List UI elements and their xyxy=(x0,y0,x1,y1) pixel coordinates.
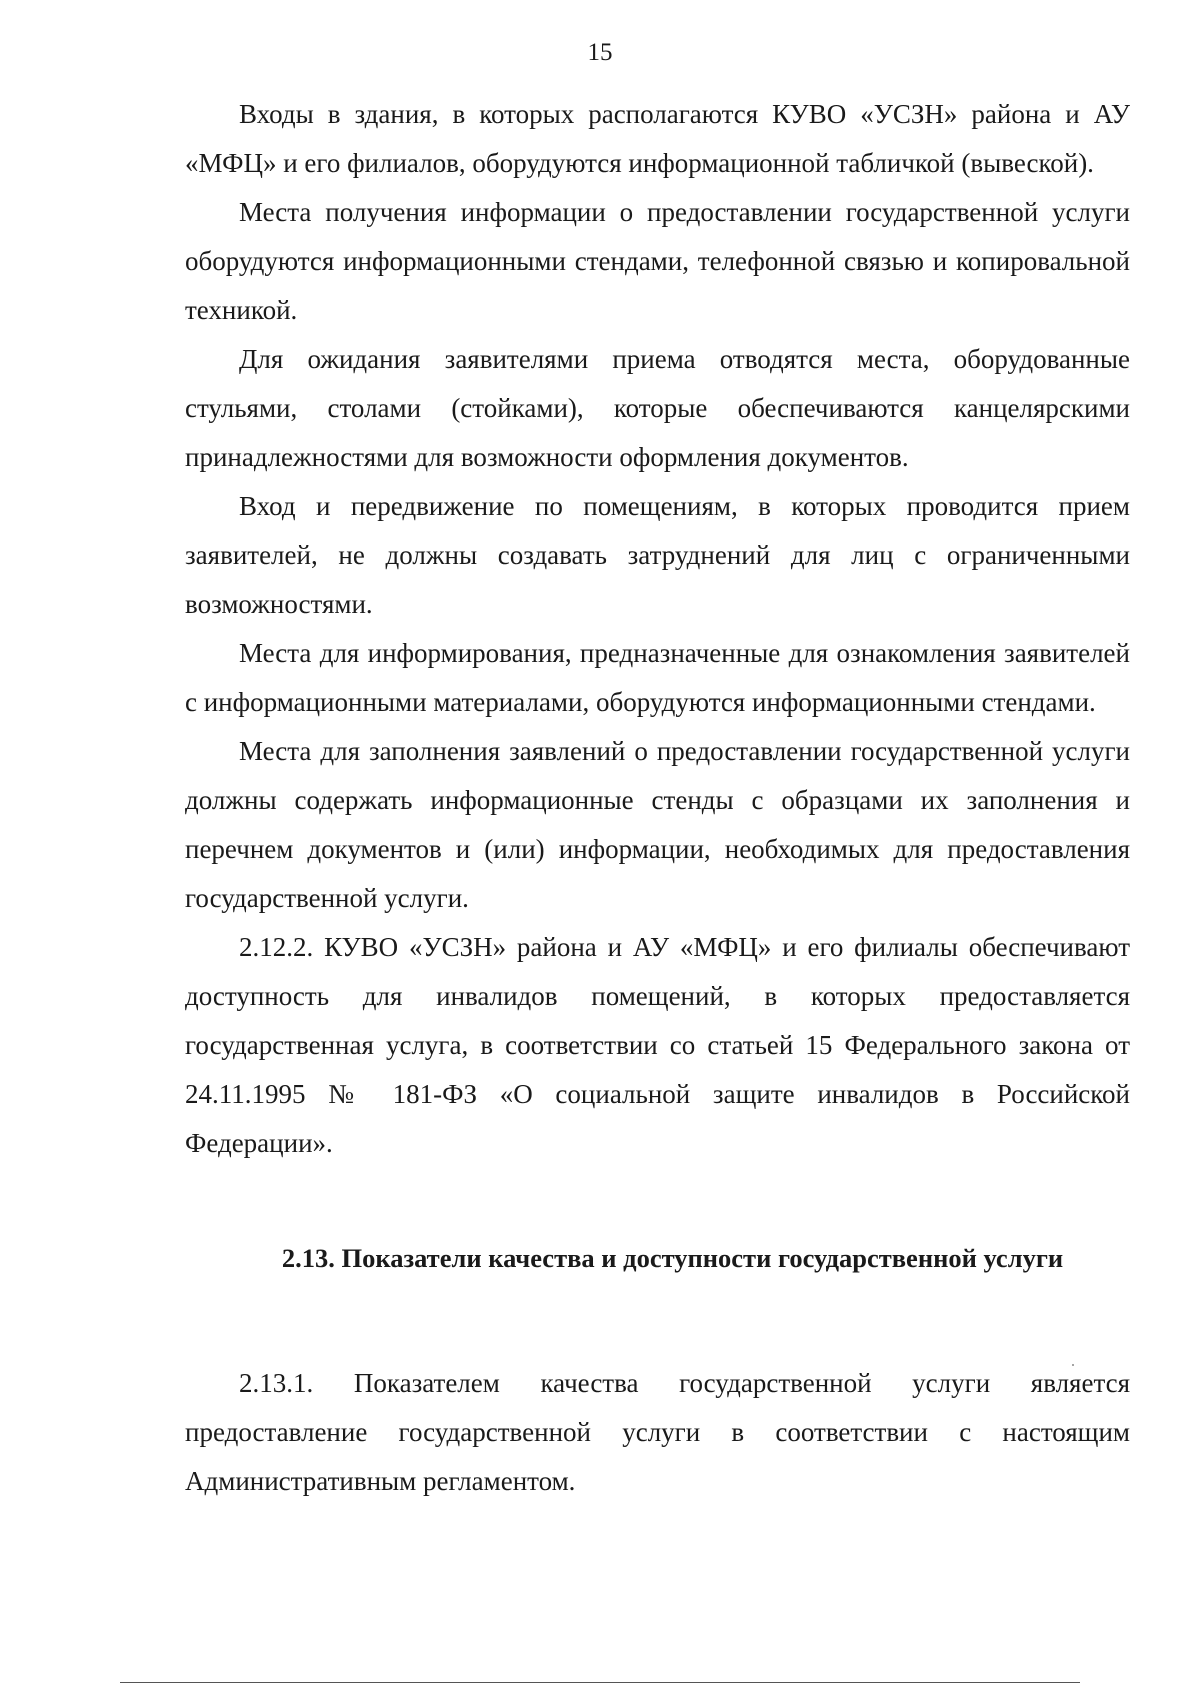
page-body xyxy=(185,90,1130,1506)
paragraph-information-places: Места получения информации о предоставлении государственной услуги оборудуются информационными стендами, телефонной связью и копировальной техникой. xyxy=(185,197,1130,325)
paragraph-informing-places: Места для информирования, предназначенные для ознакомления заявителей с информационными материалами, оборудуются информационными стендами. xyxy=(185,638,1130,717)
section-heading-2-13: 2.13. Показатели качества и доступности государственной услуги xyxy=(281,1243,1064,1273)
page-number: 15 xyxy=(587,39,613,66)
paragraph-waiting-places: Для ожидания заявителями приема отводятся места, оборудованные стульями, столами (стойками), которые обеспечиваются канцелярскими принадлежностями для возможности оформления документов. xyxy=(185,344,1130,472)
paragraph-application-places: Места для заполнения заявлений о предоставлении государственной услуги должны содержать информационные стенды с образцами их заполнения и перечнем документов и (или) информации, необходимых для предоставления государственной услуги. xyxy=(185,736,1130,913)
bottom-scan-edge-line xyxy=(120,1682,1080,1683)
paragraph-2-13-1: 2.13.1. Показателем качества государственной услуги является предоставление государственной услуги в соответствии с настоящим Административным регламентом. xyxy=(185,1368,1130,1496)
paragraph-2-12-2: 2.12.2. КУВО «УСЗН» района и АУ «МФЦ» и его филиалы обеспечивают доступность для инвалидов помещений, в которых предоставляется государственная услуга, в соответствии со статьей 15 Федерального закона от 24.11.1995 № 181-ФЗ «О социальной защите инвалидов в Российской Федерации». xyxy=(185,932,1130,1158)
scan-speck xyxy=(1072,1364,1074,1366)
paragraph-entrance-movement: Вход и передвижение по помещениям, в которых проводится прием заявителей, не должны создавать затруднений для лиц с ограниченными возможностями. xyxy=(185,491,1130,619)
paragraph-entrance-signage: Входы в здания, в которых располагаются КУВО «УСЗН» района и АУ «МФЦ» и его филиалов, оборудуются информационной табличкой (вывеской). xyxy=(185,99,1130,178)
